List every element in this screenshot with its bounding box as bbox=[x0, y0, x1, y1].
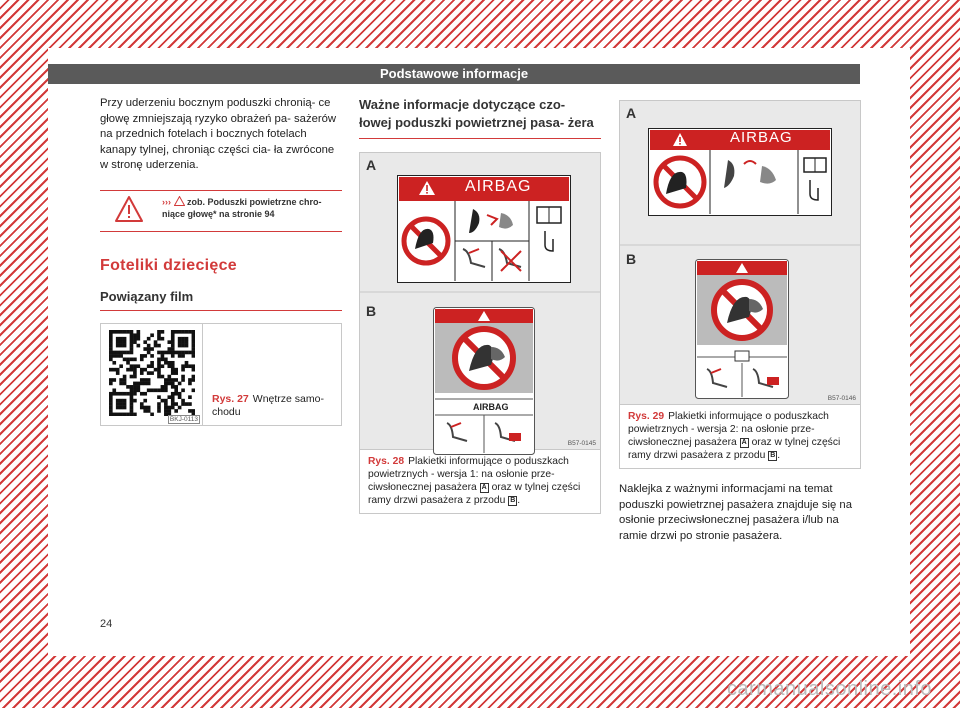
panel-b-letter-2: B bbox=[626, 251, 637, 267]
subsection-related-video: Powiązany film bbox=[100, 289, 342, 311]
figure-29-caption bbox=[620, 404, 860, 468]
warning-reference[interactable] bbox=[162, 196, 340, 220]
panel-divider bbox=[360, 291, 600, 293]
warning-reference-box bbox=[100, 190, 342, 232]
figure-28-code: B57-0145 bbox=[567, 440, 596, 447]
intro-paragraph: Przy uderzeniu bocznym poduszki chronią- ce głowę zmniejszają ryzyko obrażeń pa- sażerów na przednich fotelach i bocznych fotelach kanapy tylnej, chroniąc części cia- ła zwrócone w stronę uderzenia. bbox=[100, 97, 337, 171]
figure-29-text-1: Plakietki informujące o poduszkach powietrznych - wersja 2: na osłonie prze- ciwsłonecznej pasażera bbox=[628, 411, 829, 448]
qr-code-label: BKJ-0113 bbox=[169, 415, 198, 423]
badge-a-2: A bbox=[741, 439, 747, 446]
figure-27-text: Wnętrze samo- chodu bbox=[212, 392, 324, 418]
figure-28-image bbox=[360, 153, 600, 449]
figure-28-caption bbox=[360, 449, 600, 513]
arrows-icon: ››› bbox=[162, 196, 171, 207]
panel-divider-2 bbox=[620, 244, 860, 246]
right-column bbox=[619, 96, 861, 544]
figure-29-number: Rys. 29 bbox=[628, 411, 665, 422]
figure-27 bbox=[100, 323, 342, 426]
page-number: 24 bbox=[100, 618, 113, 630]
figure-27-caption bbox=[212, 393, 340, 419]
warning-triangle-icon bbox=[114, 195, 144, 223]
airbag-label-v2-text: AIRBAG bbox=[730, 129, 793, 146]
airbag-label-b-image bbox=[433, 307, 535, 455]
panel-a-letter-2: A bbox=[626, 105, 637, 121]
figure-28 bbox=[359, 152, 601, 514]
airbag-label-v2-b-image bbox=[695, 259, 789, 399]
page-header: Podstawowe informacje bbox=[48, 64, 860, 84]
figure-28-text-1: Plakietki informujące o poduszkach powietrznych - wersja 1: na osłonie prze- ciwsłonecznej pasażera bbox=[368, 456, 569, 493]
left-column bbox=[100, 96, 342, 426]
panel-b-letter: B bbox=[366, 303, 377, 319]
figure-29-text-2: oraz w tylnej części ramy drzwi pasażera z przodu bbox=[628, 437, 841, 461]
section-title-airbag-info: Ważne informacje dotyczące czo- łowej poduszki powietrznej pasa- żera bbox=[359, 96, 601, 139]
badge-b-2: B bbox=[770, 452, 776, 459]
figure-29-end: . bbox=[777, 450, 781, 461]
middle-column bbox=[359, 96, 601, 514]
badge-b: B bbox=[510, 497, 516, 504]
airbag-label-b-text: AIRBAG bbox=[473, 402, 509, 412]
airbag-label-a-text: AIRBAG bbox=[465, 178, 532, 195]
badge-a: A bbox=[481, 484, 487, 491]
watermark: carmanualsonline.info bbox=[726, 678, 932, 700]
figure-29-image bbox=[620, 101, 860, 404]
small-warning-icon bbox=[174, 196, 185, 206]
qr-code-cell bbox=[101, 324, 203, 425]
sticker-paragraph: Naklejka z ważnymi informacjami na temat poduszki powietrznej pasażera znajduje się na osłonie przeciwsłonecznej pasażera i/lub na ramie drzwi po stronie pasażera. bbox=[619, 483, 852, 542]
figure-29 bbox=[619, 100, 861, 469]
figure-28-end: . bbox=[517, 495, 521, 506]
section-title-child-seats: Foteliki dziecięce bbox=[100, 256, 238, 274]
warning-reference-text: zob. Poduszki powietrzne chro- niące głowę* na stronie 94 bbox=[162, 196, 322, 219]
figure-29-code: B57-0146 bbox=[827, 395, 856, 402]
qr-code-icon[interactable] bbox=[109, 330, 195, 416]
figure-27-number: Rys. 27 bbox=[212, 392, 249, 405]
panel-a-letter: A bbox=[366, 157, 377, 173]
figure-28-text-2: oraz w tylnej części ramy drzwi pasażera z przodu bbox=[368, 482, 581, 506]
figure-28-number: Rys. 28 bbox=[368, 456, 405, 467]
